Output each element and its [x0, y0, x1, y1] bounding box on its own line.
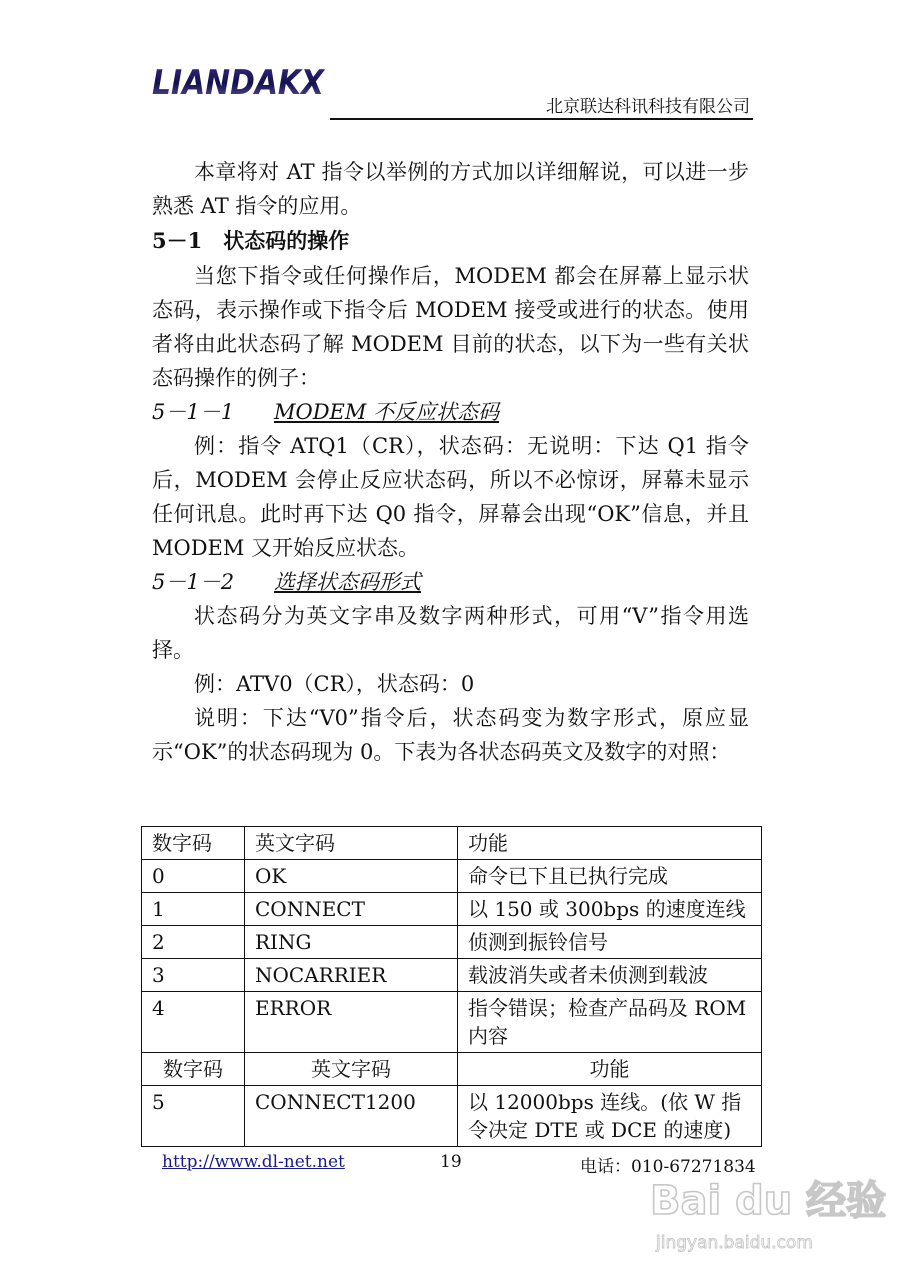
page-number: 19 [440, 1152, 462, 1172]
logo-text: LIANDAKX [152, 63, 326, 103]
table-cell: 载波消失或者未侦测到载波 [458, 959, 762, 992]
company-logo [148, 62, 328, 102]
table-cell: 5 [142, 1086, 245, 1147]
section-paragraph: 当您下指令或任何操作后，MODEM 都会在屏幕上显示状态码，表示操作或下指令后 MODEM 接受或进行的状态。使用者将由此状态码了解 MODEM 目前的状态，以下为一些有关状态码操作的例子： [152, 264, 749, 390]
document-body [152, 155, 749, 769]
table-header-cell: 数字码 [142, 827, 245, 860]
intro-paragraph: 本章将对 AT 指令以举例的方式加以详细解说，可以进一步熟悉 AT 指令的应用。 [152, 160, 749, 218]
table-header-cell: 数字码 [142, 1053, 245, 1086]
footer-phone: 电话：010-67271834 [580, 1157, 756, 1177]
subsection-text-1: 例：指令 ATQ1（CR），状态码：无说明：下达 Q1 指令后，MODEM 会停止反应状态码，所以不必惊讶，屏幕未显示任何讯息。此时再下达 Q0 指令，屏幕会出现“OK”信息，并且 MODEM 又开始反应状态。 [152, 434, 749, 560]
table-cell: NOCARRIER [245, 959, 458, 992]
subsection-text-2b: 例：ATV0（CR），状态码：0 [194, 672, 475, 696]
table-row [142, 860, 762, 893]
table-row [142, 959, 762, 992]
subsection-number-2: 5－1－2 [152, 570, 235, 594]
table-row [142, 926, 762, 959]
table-header-row [142, 827, 762, 860]
subsection-title-1: MODEM 不反应状态码 [274, 400, 500, 424]
table-row [142, 893, 762, 926]
table-cell: RING [245, 926, 458, 959]
table-cell: OK [245, 860, 458, 893]
subsection-number-1: 5－1－1 [152, 400, 235, 424]
table-repeat-header-row [142, 1053, 762, 1086]
table-cell: 以 12000bps 连线。(依 W 指令决定 DTE 或 DCE 的速度) [458, 1086, 762, 1147]
table-cell: CONNECT1200 [245, 1086, 458, 1147]
subsection-text-2c: 说明：下达“V0”指令后，状态码变为数字形式，原应显示“OK”的状态码现为 0。下表为各状态码英文及数字的对照： [152, 706, 749, 764]
table-cell: 以 150 或 300bps 的速度连线 [458, 893, 762, 926]
table-header-cell: 英文字码 [245, 1053, 458, 1086]
baidu-watermark [640, 1162, 887, 1272]
table-cell: 4 [142, 992, 245, 1053]
footer-url-link[interactable]: http://www.dl-net.net [162, 1152, 345, 1172]
subsection-text-2a: 状态码分为英文字串及数字两种形式，可用“V”指令用选择。 [152, 604, 749, 662]
table-cell: 命令已下且已执行完成 [458, 860, 762, 893]
table-row [142, 1086, 762, 1147]
table-cell: 指令错误；检查产品码及 ROM 内容 [458, 992, 762, 1053]
table-cell: CONNECT [245, 893, 458, 926]
header-rule [330, 118, 753, 120]
table-cell: ERROR [245, 992, 458, 1053]
company-name: 北京联达科讯科技有限公司 [546, 97, 750, 117]
subsection-heading-1 [152, 395, 749, 429]
status-code-table [141, 826, 762, 1147]
table-header-cell: 功能 [458, 1053, 762, 1086]
table-cell: 1 [142, 893, 245, 926]
table-cell: 0 [142, 860, 245, 893]
table-cell: 侦测到振铃信号 [458, 926, 762, 959]
section-heading: 5－1 状态码的操作 [152, 228, 350, 253]
table-header-cell: 功能 [458, 827, 762, 860]
subsection-heading-2 [152, 565, 749, 599]
watermark-url: jingyan.baidu.com [656, 1233, 813, 1253]
table-header-cell: 英文字码 [245, 827, 458, 860]
table-row [142, 992, 762, 1053]
table-cell: 2 [142, 926, 245, 959]
watermark-brand: Bai du 经验 [650, 1178, 887, 1224]
table-cell: 3 [142, 959, 245, 992]
subsection-title-2: 选择状态码形式 [274, 570, 421, 594]
